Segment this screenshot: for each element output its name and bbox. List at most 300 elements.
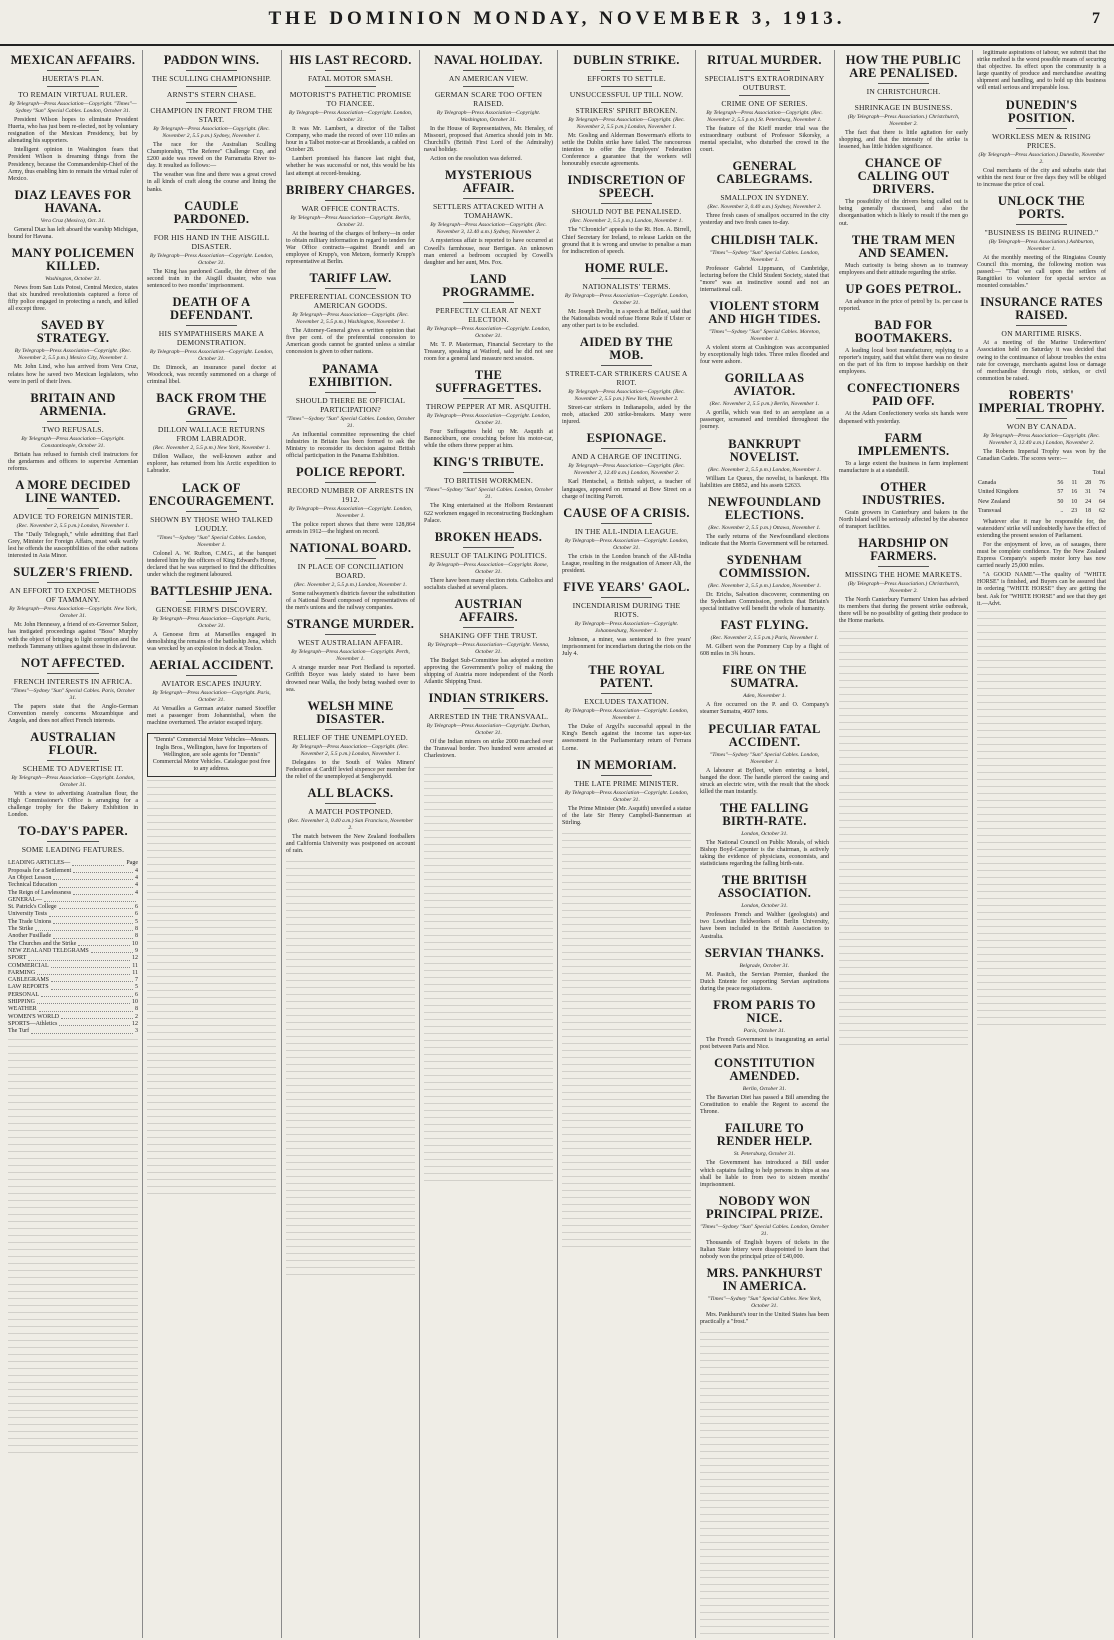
article-headline: CAUSE OF A CRISIS. — [563, 505, 690, 520]
article-dateline: By Telegraph—Press Association—Copyright. London, October 31. — [11, 775, 135, 788]
header-cell — [977, 469, 1051, 479]
article-dateline: By Telegraph—Press Association—Copyright. Johannesburg, November 1. — [574, 620, 679, 634]
article-headline: SULZER'S FRIEND. — [13, 565, 133, 580]
column-2 — [142, 50, 280, 1638]
article-subhead: SHOULD THERE BE OFFICIAL PARTICIPATION? — [295, 395, 406, 414]
headline-rule — [878, 566, 930, 567]
article-headline: GENERAL CABLEGRAMS. — [716, 159, 813, 187]
headline-rule — [325, 392, 377, 393]
article — [424, 54, 553, 163]
feature-page: 8 — [135, 933, 138, 940]
team-name: Transvaal — [978, 508, 1002, 515]
article-headline: BANKRUPT NOVELIST. — [728, 436, 801, 464]
article-paragraph: A Genoese firm at Marseilles engaged in demolishing the remains of the battleship Jena, which was wrecked by an explosion in dock at Toulon. — [147, 631, 276, 653]
article — [562, 432, 691, 500]
article — [839, 157, 968, 227]
article-paragraph: Grain growers in Canterbury and bakers in the North Island will be seriously affected by the absence of transport facilities. — [839, 509, 968, 530]
article-paragraph: The fact that there is little agitation for early shopping, and that the intensity of the strike is lessened, has little hidden significance. — [839, 130, 968, 151]
article — [286, 618, 415, 693]
score-cell: 16 — [1071, 489, 1078, 496]
article-dateline: (By Telegraph—Press Association.) Christchurch, November 2. — [847, 581, 960, 595]
article-subhead: ADVICE TO FOREIGN MINISTER. — [12, 511, 134, 521]
article-dateline: (By Telegraph—Press Association.) Ashburton, November 1. — [988, 238, 1095, 252]
article — [147, 585, 276, 653]
article — [700, 1267, 829, 1326]
article — [700, 438, 829, 490]
article — [286, 542, 415, 612]
article-headline: KING'S TRIBUTE. — [433, 455, 544, 470]
leader-dots — [53, 875, 133, 880]
article — [700, 160, 829, 227]
article-dateline: By Telegraph—Press Association—Copyright. Paris, October 31. — [152, 615, 271, 629]
article — [562, 336, 691, 426]
score-cell: 50 — [1057, 498, 1064, 505]
article-subhead: ARRESTED IN THE TRANSVAAL. — [428, 712, 549, 722]
article-headline: OTHER INDUSTRIES. — [862, 479, 945, 507]
article — [839, 382, 968, 425]
headline-rule — [186, 421, 238, 422]
article-subhead: SPECIALIST'S EXTRAORDINARY OUTBURST. — [704, 74, 825, 92]
article-paragraph: Coal merchants of the city and suburbs state that within the next four or five days they will be obliged to increase the price of coal. — [977, 167, 1106, 188]
article-subhead: TO REMAIN VIRTUAL RULER. — [18, 90, 128, 99]
article-headline: MANY POLICEMEN KILLED. — [11, 246, 135, 274]
article — [700, 554, 829, 613]
article-paragraph: At a meeting of the Marine Underwriters' Association held on Saturday it was decided that owing to the continuance of labour troubles the extra rate for coverage, merchants against loss or damage of merchandise through riots, strikes, or civil commotion be raised. — [977, 340, 1106, 382]
leader-dots — [37, 970, 130, 975]
headline-rule — [325, 558, 377, 559]
feature-label: An Object Lesson — [8, 874, 52, 881]
headline-rule — [1016, 128, 1068, 129]
article — [286, 700, 415, 781]
article-headline: FAST FLYING. — [720, 618, 809, 633]
article-paragraph: Dr. Dimock, an insurance panel doctor at Woodcock, was recently summoned on a charge of criminal libel. — [147, 364, 276, 386]
feature-row — [8, 860, 138, 867]
feature-label: St. Patrick's College — [8, 904, 57, 911]
headline-rule — [601, 86, 653, 87]
feature-row — [8, 963, 138, 970]
score-cell: .. — [1060, 508, 1064, 515]
article-headline: IN MEMORIAM. — [576, 757, 677, 772]
headline-rule — [186, 229, 238, 230]
article-paragraph: Action on the resolution was deferred. — [430, 156, 522, 163]
headline-rule — [463, 708, 515, 709]
article-headline: DIAZ LEAVES FOR HAVANA. — [14, 187, 132, 215]
article-paragraph: An advance in the price of petrol by 1s. per case is reported. — [839, 298, 968, 312]
article-subhead: ON MARITIME RISKS. — [1001, 329, 1082, 339]
article-subhead: AN EFFORT TO EXPOSE METHODS OF TAMMANY. — [9, 586, 137, 605]
article-headline: FARM IMPLEMENTS. — [857, 430, 950, 458]
article-dateline: By Telegraph—Press Association—Copyright. London, October 31. — [564, 537, 689, 551]
feature-page: 4 — [135, 889, 138, 896]
column-6 — [695, 50, 833, 1638]
headline-rule — [47, 70, 99, 71]
advertisement: "Dennis" Commercial Motor Vehicles—Messrs. Inglis Bros., Wellington, have for Importers of Wellington, are sole agents for "Dennis" Commercial Motor Vehicles. Catalogue post free to any address. — [147, 733, 276, 777]
feature-label: COMMERCIAL — [8, 962, 49, 969]
article-dateline: "Times"—Sydney "Sun" Special Cables. Paris, October 31. — [11, 687, 135, 701]
article-subhead: TWO REFUSALS. — [42, 424, 104, 434]
article — [562, 664, 691, 752]
article-headline: INDIAN STRIKERS. — [428, 691, 549, 706]
feature-row — [8, 933, 138, 940]
headline-rule — [47, 86, 99, 87]
article — [700, 1057, 829, 1116]
article-paragraph: Some railwaymen's districts favour the substitution of a National Board composed of representatives of the men's unions and the railway companies. — [286, 591, 415, 612]
article-paragraph: With a view to advertising Australian flour, the High Commissioner's Office is arranging for a challenge trophy for the Bakery Exhibition in London. — [8, 791, 138, 819]
article-subhead: SETTLERS ATTACKED WITH A TOMAHAWK. — [433, 202, 544, 221]
feature-label: SPORTS—Athletics — [8, 1020, 58, 1027]
article-headline: THE ROYAL PATENT. — [588, 663, 665, 691]
feature-label: LEADING ARTICLES— — [8, 860, 71, 867]
headline-rule — [601, 102, 653, 103]
article — [839, 319, 968, 376]
article — [8, 566, 138, 650]
headline-rule — [878, 83, 930, 84]
article — [8, 657, 138, 725]
feature-row — [8, 1006, 138, 1013]
article — [700, 999, 829, 1051]
headline-rule — [601, 365, 653, 366]
article — [977, 50, 1106, 93]
article-paragraph: The North Canterbury Farmers' Union has advised its members that during the present strike outbreak, there will be no possibility of getting their produce to the Home markets. — [839, 597, 968, 625]
article-headline: WELSH MINE DISASTER. — [307, 698, 394, 726]
article-subhead: SCHEME TO ADVERTISE IT. — [22, 764, 124, 773]
feature-label: PERSONAL — [8, 991, 40, 998]
body-text-continuation — [839, 631, 968, 1051]
article-headline: CHANCE OF CALLING OUT DRIVERS. — [857, 156, 950, 197]
article-headline: ALL BLACKS. — [307, 786, 394, 800]
article-paragraph: M. Pasitch, the Servian Premier, thanked the Dutch Entente for supporting Servian aspirations during the peace negotiations. — [700, 971, 829, 992]
article-paragraph: At the hearing of the charges of bribery—in order to obtain military information in regard to tenders for War Office contracts—against Brandt and an employee of Krupp's, von Metzen, formerly Krupp's representative at Berlin. — [286, 230, 415, 266]
article-dateline: (Rec. November 2, 5.5 p.m.) Ottawa, November 1. — [708, 524, 821, 531]
article-headline: AIDED BY THE MOB. — [579, 335, 674, 363]
article — [700, 300, 829, 366]
article-dateline: (Rec. November 2, 5.5 p.m.) London, November 1. — [708, 582, 821, 589]
feature-label: FARMING — [8, 969, 36, 976]
article-dateline: Belgrade, October 31. — [739, 962, 790, 969]
article-paragraph: The race for the Australian Sculling Championship, "The Referee" Challenge Cup, and £200 aside was rowed on the Parramatta River to-day. It resulted as follows:— — [147, 142, 276, 170]
article — [562, 507, 691, 575]
article — [8, 825, 138, 854]
article-dateline: By Telegraph—Press Association—Copyright. Vienna, October 31. — [427, 641, 550, 655]
headline-rule — [463, 398, 515, 399]
article-dateline: (Rec. November 2, 5.5 p.m.) London, November 1. — [16, 522, 130, 529]
article-paragraph: A fire occurred on the P. and O. Company's steamer Sumatra, 4607 tons. — [700, 702, 829, 716]
article — [147, 200, 276, 290]
article-paragraph: The crisis in the London branch of the All-India League, resulting in the resignation of Ameer Ali, the president. — [562, 553, 691, 574]
article-headline: BATTLESHIP JENA. — [150, 583, 273, 598]
headline-rule — [325, 70, 377, 71]
article-headline: THE BRITISH ASSOCIATION. — [717, 873, 812, 901]
article — [147, 482, 276, 579]
feature-page: 2 — [135, 1013, 138, 1020]
scores-table — [977, 469, 1106, 517]
article — [286, 363, 415, 460]
article-paragraph: Professor Gabriel Lippmann, of Cambridge, lecturing before the Child Student Society, stated that "more" was an instinctive sound and not an international call. — [700, 265, 829, 293]
body-text-continuation — [424, 767, 553, 1187]
feature-row — [8, 882, 138, 889]
body-text-continuation — [286, 861, 415, 1281]
article-subhead: SHRINKAGE IN BUSINESS. — [854, 103, 953, 112]
feature-label: SPORT — [8, 955, 27, 962]
team-name: United Kingdom — [978, 489, 1019, 496]
article-dateline: "Times"—Sydney "Sun" Special Cables. London, November 1. — [709, 751, 820, 765]
headline-rule — [47, 841, 99, 842]
article-dateline: By Telegraph—Press Association—Copyright. (Rec. November 2, 5.5 p.m.) Sydney, November 1. — [153, 126, 270, 139]
article-headline: SYDENHAM COMMISSION. — [718, 552, 811, 580]
article-subhead: A MATCH POSTPONED. — [308, 807, 393, 816]
article-paragraph: Dillon Wallace, the well-known author and explorer, has returned from his Arctic expedition to Labrador. — [147, 454, 276, 475]
leader-dots — [53, 919, 133, 924]
article-headline: BACK FROM THE GRAVE. — [156, 391, 267, 419]
score-cell: 56 — [1057, 479, 1064, 486]
article-headline: LAND PROGRAMME. — [442, 271, 535, 299]
article-subhead: IN THE ALL-INDIA LEAGUE. — [574, 526, 679, 536]
scores-row — [977, 488, 1106, 498]
article-paragraph: For the enjoyment of love, as of sauages, there must be complete confidence. Try the New Zealand Express Company's superb motor lorry has now carried nearly 25,000 miles. — [977, 541, 1106, 570]
column-1 — [4, 50, 142, 1638]
article-headline: STRANGE MURDER. — [286, 617, 415, 632]
article-dateline: By Telegraph—Press Association—Copyright. London, October 31. — [288, 110, 413, 123]
article-paragraph: At the monthly meeting of the Ringiatea County Council this morning, the following motion was passed:— "That we call upon the settlers of Rangitikei to volunteer for special service as mounted constables." — [977, 254, 1106, 290]
feature-row — [8, 955, 138, 962]
headline-rule — [463, 547, 515, 548]
article-headline: THE FALLING BIRTH-RATE. — [720, 800, 809, 828]
article — [147, 392, 276, 475]
article-paragraph: Mr. Gosling and Alderman Bowerman's efforts to settle the Dublin strike have failed. The rancourous intention to offer the Employers' Federation Conference a guarantee that the workers will honourably execute agreements. — [562, 133, 691, 168]
feature-row — [8, 941, 138, 948]
headline-rule — [186, 70, 238, 71]
article-subhead: WORKLESS MEN & RISING PRICES. — [992, 131, 1091, 150]
article-headline: INDISCRETION OF SPEECH. — [567, 173, 686, 201]
article-subhead: RECORD NUMBER OF ARRESTS IN 1912. — [287, 485, 414, 504]
article-dateline: "Times"—Sydney "Sun" Special Cables. Moreton, November 1. — [708, 328, 821, 342]
headline-rule — [325, 200, 377, 201]
article — [424, 531, 553, 592]
headline-rule — [463, 86, 515, 87]
article-paragraph: President Wilson hopes to eliminate President Huerta, who has just been re-elected, not by voluntary resignation of the Mexican Presidency, but by alienating his supporters. — [8, 117, 138, 145]
article-headline: CONFECTIONERS PAID OFF. — [847, 381, 960, 409]
feature-page: 12 — [132, 955, 138, 962]
article-subhead: MISSING THE HOME MARKETS. — [844, 570, 963, 580]
article-dateline: (By Telegraph—Press Association.) Dunedin, November 2. — [978, 151, 1105, 165]
headline-rule — [47, 673, 99, 674]
headline-rule — [325, 803, 377, 804]
headline-rule — [463, 70, 515, 71]
article-dateline: Paris, October 31. — [743, 1027, 786, 1034]
feature-row — [8, 890, 138, 897]
article-headline: BAD FOR BOOTMAKERS. — [854, 318, 953, 346]
headline-rule — [739, 70, 791, 71]
article-subhead: WAR OFFICE CONTRACTS. — [301, 203, 400, 213]
score-cell: 11 — [1071, 479, 1078, 486]
article — [562, 54, 691, 168]
article-dateline: "Times"—Sydney "Sun" Special Cables. London, October 31. — [424, 487, 553, 501]
scores-row — [977, 507, 1106, 517]
article — [424, 369, 553, 450]
article-paragraph: The National Council on Public Morals, of which Bishop Boyd-Carpenter is the chairman, is actively taking the evidence of physicians, economists, and statisticians regarding the falling birth-rate. — [700, 839, 829, 868]
article — [562, 174, 691, 255]
article-dateline: (Rec. November 3, 0.40 a.m.) San Francisco, November 2. — [287, 818, 414, 831]
article-dateline: (Rec. November 2, 5.5 p.m.) Berlin, November 1. — [709, 401, 820, 408]
feature-page: 5 — [135, 918, 138, 925]
article-headline: HOME RULE. — [584, 260, 669, 275]
article-subhead: SHOULD NOT BE PENALISED. — [571, 207, 682, 217]
article-paragraph: The French Government is inaugurating an aerial post between Paris and Nice. — [700, 1036, 829, 1051]
article — [8, 54, 138, 183]
headline-rule — [186, 325, 238, 326]
article-paragraph: Three fresh cases of smallpox occurred in the city yesterday and two fresh cases to-day. — [700, 213, 829, 227]
article-headline: DUNEDIN'S POSITION. — [1005, 97, 1078, 125]
article-subhead: NATIONALISTS' TERMS. — [582, 281, 671, 291]
article-dateline: By Telegraph—Press Association—Copyright. (Rec. November 2, 5.5 p.m.) Washington, November 1. — [292, 312, 409, 326]
article-paragraph: The Duke of Argyll's successful appeal in the King's Bench against the income tax super-tax assessment in the Parliamentary return of Ferrara Lorne. — [562, 724, 691, 752]
article-paragraph: A strange murder near Port Hedland is reported. Griffith Boyce was lately stated to have been drowned near Walla, the body being washed over to sea. — [286, 665, 415, 693]
article — [8, 247, 138, 313]
masthead — [0, 0, 1114, 46]
article-paragraph: Of the Indian miners on strike 2000 marched over the Transvaal border. Two hundred were arrested at Charlestown. — [424, 739, 553, 760]
article — [424, 692, 553, 760]
article-dateline: By Telegraph—Press Association—Copyright. "Times"—Sydney "Sun" Special Cables. London, October 31. — [9, 101, 137, 114]
article-headline: AUSTRALIAN FLOUR. — [30, 730, 116, 757]
article-subhead: DILLON WALLACE RETURNS FROM LABRADOR. — [157, 425, 266, 444]
article — [977, 389, 1106, 463]
headline-rule — [325, 86, 377, 87]
article-subhead: FRENCH INTERESTS IN AFRICA. — [13, 676, 133, 686]
article-subhead: AVIATOR ESCAPES INJURY. — [161, 679, 262, 689]
article-paragraph: The Roberts Imperial Trophy was won by the Canadian Cadets. The scores were:— — [977, 448, 1106, 462]
article-subhead: "BUSINESS IS BEING RUINED." — [984, 227, 1099, 237]
article-subhead: THE SCULLING CHAMPIONSHIP. — [151, 74, 272, 83]
article — [424, 598, 553, 686]
article-paragraph: News from San Luis Potosi, Central Mexico, states that six hundred revolutionists captured a force of fifty police engaged in protecting a ranch, and killed all except three. — [8, 285, 138, 313]
article-dateline: (Rec. November 2, 5.5 p.m.) London, November 1. — [708, 466, 821, 473]
leader-dots — [35, 926, 133, 931]
article — [839, 537, 968, 625]
article — [562, 581, 691, 658]
feature-label: WEATHER — [8, 1006, 37, 1013]
headline-rule — [1016, 418, 1068, 419]
article-dateline: (By Telegraph—Press Association.) Christchurch, November 2. — [847, 114, 960, 127]
article-dateline: By Telegraph—Press Association—Copyright. Perth, November 1. — [291, 649, 410, 663]
article-headline: VIOLENT STORM AND HIGH TIDES. — [708, 298, 821, 326]
article-headline: MEXICAN AFFAIRS. — [10, 53, 136, 67]
article — [147, 659, 276, 727]
feature-page: 6 — [135, 911, 138, 918]
article-paragraph: The Prime Minister (Mr. Asquith) unveiled a statue of the late Sir Henry Campbell-Bannerman at Stirling. — [562, 805, 691, 826]
article-headline: TO-DAY'S PAPER. — [18, 824, 128, 839]
article-dateline: By Telegraph—Press Association—Copyright. London, November 1. — [288, 505, 413, 519]
headline-rule — [186, 86, 238, 87]
scores-row — [977, 498, 1106, 508]
column-4 — [419, 50, 557, 1638]
leader-dots — [51, 977, 133, 982]
article — [977, 195, 1106, 290]
leader-dots — [73, 890, 133, 895]
article-paragraph: The possibility of the drivers being called out is being generally discussed, and also the disorganisation which is likely to result if the men go out. — [839, 199, 968, 227]
feature-page: 4 — [135, 867, 138, 874]
article-paragraph: In the House of Representatives, Mr. Hensley, of Missouri, proposed that America should join in Mr. Churchill's (British First Lord of the Admiralty) naval holiday. — [424, 126, 553, 154]
article-paragraph: Street-car strikers in Indianapolis, aided by the mob, attacked 200 strike-breakers. Many were injured. — [562, 405, 691, 426]
feature-page: 3 — [135, 1028, 138, 1035]
leader-dots — [49, 911, 133, 916]
article-paragraph: M. Gilbert won the Pommery Cup by a flight of 608 miles in 3¾ hours. — [700, 644, 829, 658]
article-paragraph: There have been many election riots. Catholics and socialists clashed at several places. — [424, 577, 553, 591]
article-headline: HARDSHIP ON FARMERS. — [858, 536, 949, 564]
masthead-title: THE DOMINION MONDAY, NOVEMBER 3, 1913. — [268, 8, 846, 29]
article-subhead: AN AMERICAN VIEW. — [448, 74, 529, 83]
article-headline: FROM PARIS TO NICE. — [713, 997, 816, 1025]
headline-rule — [1016, 224, 1068, 225]
article-subhead: EFFORTS TO SETTLE. — [587, 74, 666, 83]
feature-row — [8, 868, 138, 875]
score-cell: 10 — [1071, 498, 1078, 505]
article-subhead: STREET-CAR STRIKERS CAUSE A RIOT. — [565, 369, 688, 388]
score-cell: 64 — [1099, 498, 1105, 505]
article-dateline: Vera Cruz (Mexico), Oct. 31. — [40, 217, 106, 224]
headline-rule — [601, 523, 653, 524]
article-dateline: (Rec. November 2, 5.5 p.m.) New York, November 1. — [152, 445, 271, 452]
article-subhead: SHOWN BY THOSE WHO TALKED LOUDLY. — [150, 514, 273, 533]
feature-page: 9 — [135, 947, 138, 954]
article-subhead: UNSUCCESSFUL UP TILL NOW. — [569, 90, 684, 99]
column-3 — [281, 50, 419, 1638]
feature-label: The Trade Unions — [8, 918, 52, 925]
feature-page: 11 — [132, 969, 138, 976]
article-paragraph: The King entertained at the Holborn Restaurant 622 workmen engaged in reconstructing Buckingham Palace. — [424, 503, 553, 524]
body-text-continuation — [8, 1039, 138, 1459]
headline-rule — [601, 693, 653, 694]
article — [700, 1195, 829, 1261]
article-headline: ESPIONAGE. — [586, 431, 667, 446]
feature-row — [8, 1028, 138, 1035]
leader-dots — [39, 1006, 133, 1011]
headline-rule — [601, 203, 653, 204]
article-subhead: FATAL MOTOR SMASH. — [308, 74, 393, 83]
score-cell: 18 — [1085, 508, 1092, 515]
headline-rule — [47, 582, 99, 583]
headline-rule — [601, 448, 653, 449]
headline-rule — [601, 278, 653, 279]
article-headline: UNLOCK THE PORTS. — [997, 193, 1086, 221]
article-dateline: By Telegraph—Press Association—Copyright. (Rec. November 3, 12.40 a.m.) London, November 2. — [983, 432, 1100, 446]
article — [700, 947, 829, 993]
feature-label: The Strike — [8, 926, 34, 933]
article — [700, 664, 829, 716]
article-paragraph: Mrs. Pankhurst's tour in the United States has been practically a "frost." — [700, 1312, 829, 1326]
article — [8, 189, 138, 241]
feature-label: WOMEN'S WORLD — [8, 1013, 60, 1020]
leader-dots — [51, 963, 131, 968]
leader-dots — [59, 904, 133, 909]
article-subhead: PREFERENTIAL CONCESSION TO AMERICAN GOODS. — [289, 292, 412, 311]
headline-rule — [47, 421, 99, 422]
article-paragraph: Intelligent opinion in Washington fears that President Wilson is dreaming things from the Presidency, because the Commandership-Chief of the Army, thus enabling him to remain the virtual ruler of Mexico. — [8, 147, 138, 182]
leader-dots — [59, 882, 133, 887]
article-subhead: SMALLPOX IN SYDNEY. — [720, 193, 809, 203]
headline-rule — [186, 511, 238, 512]
headline-rule — [325, 288, 377, 289]
feature-label: The Turf — [8, 1028, 30, 1035]
leader-dots — [59, 1021, 130, 1026]
article-subhead: RESULT OF TALKING POLITICS. — [430, 550, 547, 560]
article-headline: SAVED BY STRATEGY. — [36, 318, 110, 346]
article-headline: MRS. PANKHURST IN AMERICA. — [706, 1266, 823, 1294]
article-subhead: IN CHRISTCHURCH. — [866, 87, 941, 96]
article-dateline: By Telegraph—Press Association—Copyright. Paris, October 31. — [152, 690, 271, 704]
article-paragraph: Much curiosity is being shown as to tramway employees and their attitude regarding the strike. — [839, 262, 968, 276]
feature-row — [8, 992, 138, 999]
article-headline: THE TRAM MEN AND SEAMEN. — [851, 232, 956, 260]
